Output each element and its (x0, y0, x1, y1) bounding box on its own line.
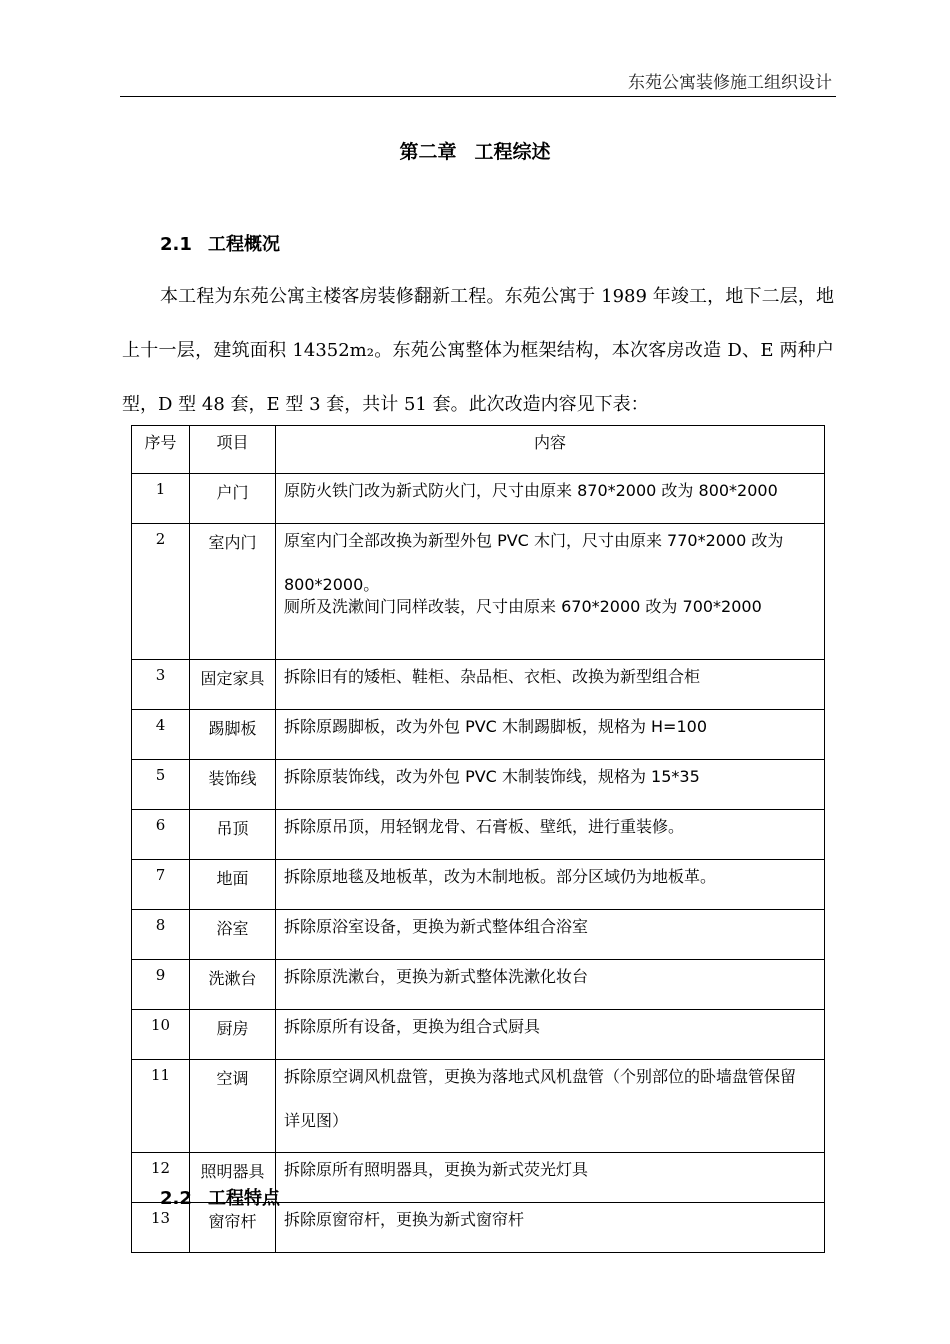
row-index: 13 (132, 1203, 190, 1253)
row-index: 5 (132, 760, 190, 810)
row-item: 厨房 (190, 1010, 276, 1060)
row-index: 8 (132, 910, 190, 960)
row-content (276, 524, 825, 660)
content-line: 拆除旧有的矮柜、鞋柜、杂品柜、衣柜、改换为新型组合柜 (284, 667, 701, 686)
row-index: 11 (132, 1060, 190, 1153)
table-header-row (132, 426, 825, 474)
row-item: 窗帘杆 (190, 1203, 276, 1253)
table-row (132, 810, 825, 860)
content-line: 厕所及洗漱间门同样改装，尺寸由原来 670*2000 改为 700*2000 (284, 597, 762, 616)
section-title: 工程概况 (208, 234, 280, 255)
row-item: 户门 (190, 474, 276, 524)
content-line: 拆除原装饰线，改为外包 PVC 木制装饰线，规格为 15*35 (284, 767, 700, 786)
row-content (276, 474, 825, 524)
row-content (276, 1203, 825, 1253)
row-item: 浴室 (190, 910, 276, 960)
row-item: 吊顶 (190, 810, 276, 860)
row-index: 9 (132, 960, 190, 1010)
row-item: 装饰线 (190, 760, 276, 810)
chapter-number: 第二章 (399, 141, 457, 163)
row-item: 空调 (190, 1060, 276, 1153)
table-row (132, 860, 825, 910)
table-row (132, 524, 825, 660)
content-line: 拆除原地毯及地板革，改为木制地板。部分区域仍为地板革。 (284, 867, 717, 886)
row-item: 洗漱台 (190, 960, 276, 1010)
overview-paragraph: 本工程为东苑公寓主楼客房装修翻新工程。东苑公寓于 1989 年竣工，地下二层，地上十一层，建筑面积 14352m₂。东苑公寓整体为框架结构，本次客房改造 D、E 两种户型，D 型 48 套，E 型 3 套，共计 51 套。此次改造内容见下表： (122, 286, 834, 415)
row-content (276, 660, 825, 710)
running-header: 东苑公寓装修施工组织设计 (628, 73, 832, 93)
row-index: 6 (132, 810, 190, 860)
row-index: 1 (132, 474, 190, 524)
header-cell-content: 内容 (276, 426, 825, 474)
table-row (132, 1060, 825, 1153)
content-line: 拆除原所有设备，更换为组合式厨具 (284, 1017, 541, 1036)
row-content (276, 810, 825, 860)
table-row (132, 710, 825, 760)
row-content (276, 710, 825, 760)
row-item: 照明器具 (190, 1153, 276, 1203)
section-heading-2-2 (160, 1184, 280, 1210)
table-row (132, 1010, 825, 1060)
row-content (276, 910, 825, 960)
header-cell-index: 序号 (132, 426, 190, 474)
content-line: 拆除原洗漱台，更换为新式整体洗漱化妆台 (284, 967, 589, 986)
row-item: 踢脚板 (190, 710, 276, 760)
content-line: 拆除原窗帘杆，更换为新式窗帘杆 (284, 1210, 525, 1229)
row-content (276, 760, 825, 810)
row-content (276, 1060, 825, 1153)
table-row (132, 960, 825, 1010)
section-heading-2-1 (160, 230, 280, 256)
section-number: 2.2 (160, 1188, 192, 1209)
header-cell-item: 项目 (190, 426, 276, 474)
content-line: 拆除原踢脚板，改为外包 PVC 木制踢脚板，规格为 H=100 (284, 717, 708, 736)
row-index: 4 (132, 710, 190, 760)
renovation-table (131, 425, 825, 1253)
row-index: 2 (132, 524, 190, 660)
content-line: 拆除原所有照明器具，更换为新式荧光灯具 (284, 1160, 589, 1179)
row-content (276, 1153, 825, 1203)
header-rule (120, 96, 836, 97)
content-line: 拆除原浴室设备，更换为新式整体组合浴室 (284, 917, 589, 936)
content-line: 800*2000。 (284, 575, 380, 594)
chapter-title (0, 137, 950, 164)
section-number: 2.1 (160, 234, 192, 255)
content-line: 拆除原吊顶，用轻钢龙骨、石膏板、壁纸，进行重装修。 (284, 817, 685, 836)
table-row (132, 760, 825, 810)
row-content (276, 860, 825, 910)
chapter-name: 工程综述 (474, 141, 551, 163)
row-content (276, 960, 825, 1010)
table-row (132, 1203, 825, 1253)
content-line: 拆除原空调风机盘管，更换为落地式风机盘管（个别部位的卧墙盘管保留 (284, 1067, 797, 1086)
table-row (132, 910, 825, 960)
row-item: 地面 (190, 860, 276, 910)
row-index: 7 (132, 860, 190, 910)
table-row (132, 474, 825, 524)
section-title: 工程特点 (208, 1188, 280, 1209)
table-row (132, 660, 825, 710)
row-item: 固定家具 (190, 660, 276, 710)
content-line: 原防火铁门改为新式防火门，尺寸由原来 870*2000 改为 800*2000 (284, 481, 778, 500)
content-line: 详见图） (284, 1111, 349, 1130)
row-index: 3 (132, 660, 190, 710)
row-item: 室内门 (190, 524, 276, 660)
row-content (276, 1010, 825, 1060)
content-line: 原室内门全部改换为新型外包 PVC 木门，尺寸由原来 770*2000 改为 (284, 531, 784, 550)
row-index: 10 (132, 1010, 190, 1060)
row-index: 12 (132, 1153, 190, 1203)
